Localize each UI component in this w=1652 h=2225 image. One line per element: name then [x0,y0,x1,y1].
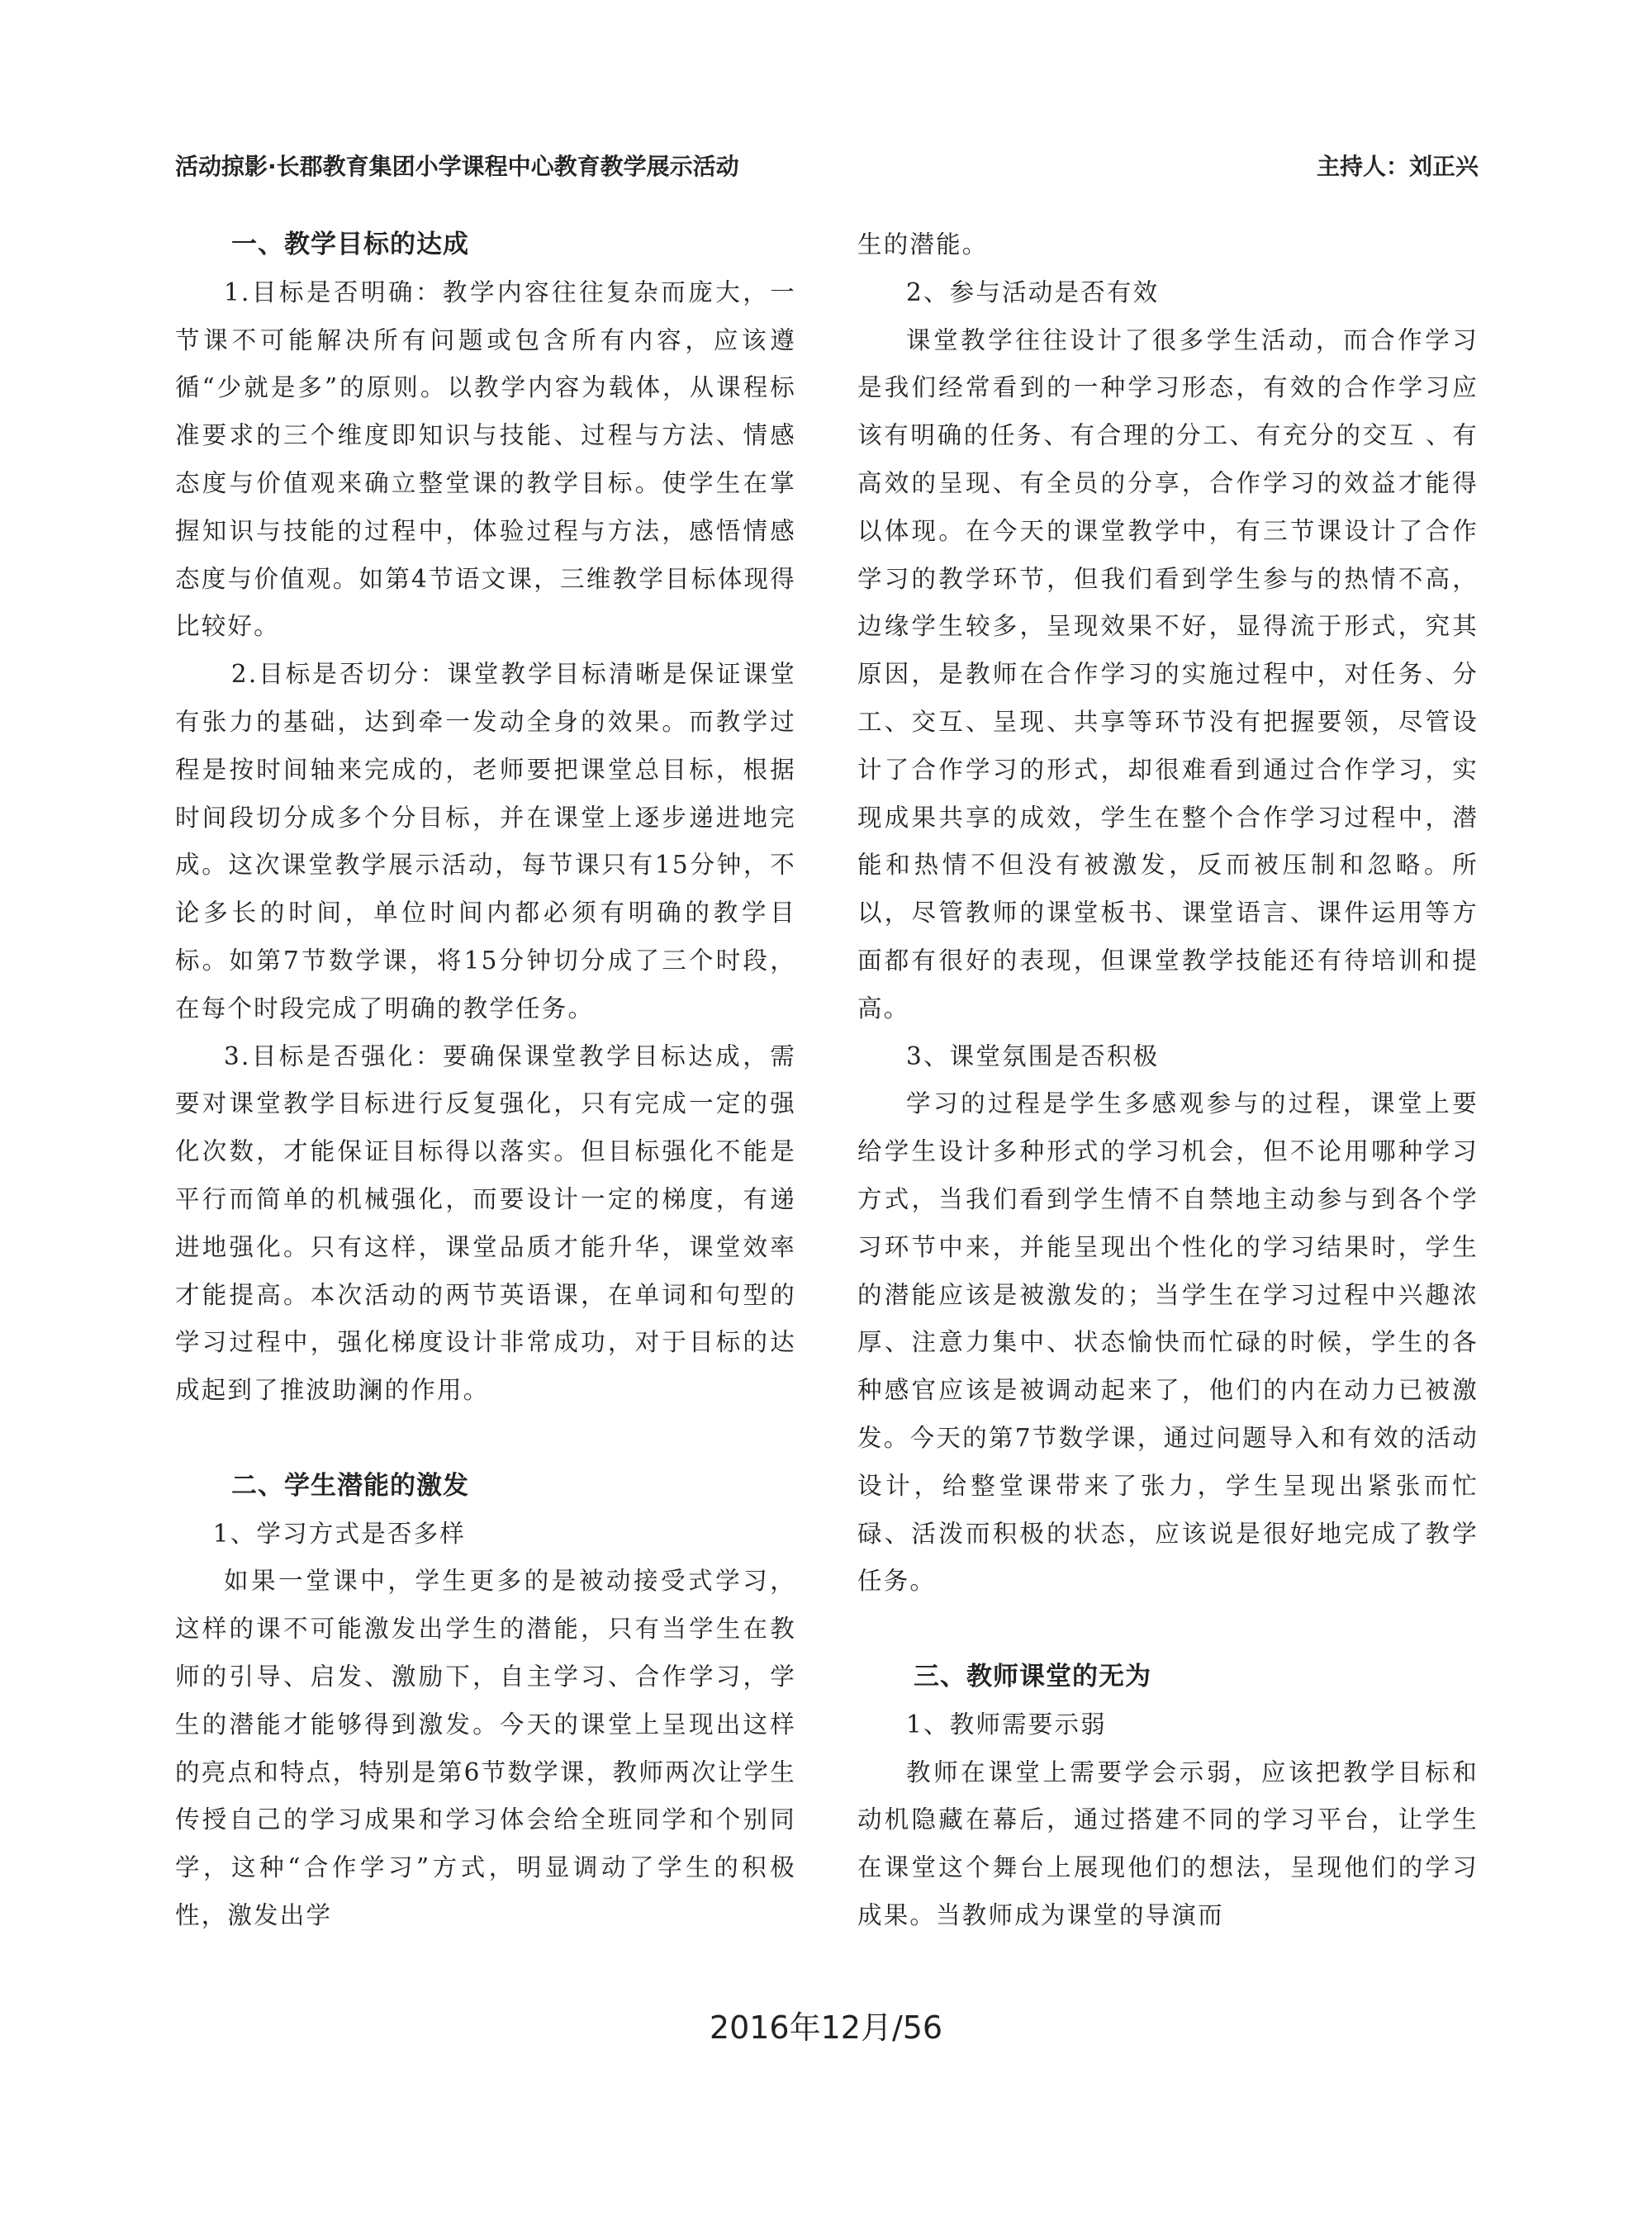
section-2-subheading-1: 1、学习方式是否多样 [212,1519,466,1548]
section-1-paragraph-3: 3.目标是否强化：要确保课堂教学目标达成，需要对课堂教学目标进行反复强化，只有完成一定的强化次数，才能保证目标得以落实。但目标强化不能是平行而简单的机械强化，而要设计一定的梯度，有递进地强化。只有这样，课堂品质才能升华，课堂效率才能提高。本次活动的两节英语课，在单词和句型的学习过程中，强化梯度设计非常成功，对于目标的达成起到了推波助澜的作用。 [175,1041,796,1405]
page-footer [0,2002,1652,2047]
section-2-heading: 二、学生潜能的激发 [231,1470,469,1501]
section-2-subheading-2: 2、参与活动是否有效 [906,278,1160,306]
spacer [857,1606,1479,1653]
left-column [175,221,796,1940]
section-1-paragraph-1: 1.目标是否明确：教学内容往往复杂而庞大，一节课不可能解决所有问题或包含所有内容，应该遵循“少就是多”的原则。以教学内容为载体，从课程标准要求的三个维度即知识与技能、过程与方法、情感态度与价值观来确立整堂课的教学目标。使学生在掌握知识与技能的过程中，体验过程与方法，感悟情感态度与价值观。如第4节语文课，三维教学目标体现得比较好。 [175,278,796,641]
running-header [175,149,1479,190]
section-2-paragraph-1-part-1: 如果一堂课中，学生更多的是被动接受式学习，这样的课不可能激发出学生的潜能，只有当学生在教师的引导、启发、激励下，自主学习、合作学习，学生的潜能才能够得到激发。今天的课堂上呈现出这样的亮点和特点，特别是第6节数学课，教师两次让学生传授自己的学习成果和学习体会给全班同学和个别同学，这种“合作学习”方式，明显调动了学生的积极性，激发出学 [175,1567,796,1929]
page-number: 2016年12月/56 [709,2009,943,2046]
header-host: 主持人：刘正兴 [1316,153,1479,180]
spacer [175,1415,796,1463]
section-1-heading: 一、教学目标的达成 [231,230,469,259]
section-2-paragraph-3: 学习的过程是学生多感观参与的过程，课堂上要给学生设计多种形式的学习机会，但不论用哪种学习方式，当我们看到学生情不自禁地主动参与到各个学习环节中来，并能呈现出个性化的学习结果时，学生的潜能应该是被激发的；当学生在学习过程中兴趣浓厚、注意力集中、状态愉快而忙碌的时候，学生的各种感官应该是被调动起来了，他们的内在动力已被激发。今天的第7节数学课，通过问题导入和有效的活动设计，给整堂课带来了张力，学生呈现出紧张而忙碌、活泼而积极的状态，应该说是很好地完成了教学任务。 [857,1089,1479,1596]
section-3-paragraph-1: 教师在课堂上需要学会示弱，应该把教学目标和动机隐藏在幕后，通过搭建不同的学习平台，让学生在课堂这个舞台上展现他们的想法，呈现他们的学习成果。当教师成为课堂的导演而 [857,1758,1479,1929]
section-3-subheading-1: 1、教师需要示弱 [906,1710,1107,1739]
right-column [857,221,1479,1940]
section-3-heading: 三、教师课堂的无为 [914,1661,1151,1691]
header-title: 活动掠影·长郡教育集团小学课程中心教育教学展示活动 [175,153,739,180]
section-2-paragraph-2: 课堂教学往往设计了很多学生活动，而合作学习是我们经常看到的一种学习形态，有效的合作学习应该有明确的任务、有合理的分工、有充分的交互 、有高效的呈现、有全员的分享，合作学习的效益才能得以体现。在今天的课堂教学中，有三节课设计了合作学习的教学环节，但我们看到学生参与的热情不高，边缘学生较多，呈现效果不好，显得流于形式，究其原因，是教师在合作学习的实施过程中，对任务、分工、交互、呈现、共享等环节没有把握要领，尽管设计了合作学习的形式，却很难看到通过合作学习，实现成果共享的成效，学生在整个合作学习过程中，潜能和热情不但没有被激发，反而被压制和忽略。所以，尽管教师的课堂板书、课堂语言、课件运用等方面都有很好的表现，但课堂教学技能还有待培训和提高。 [857,325,1479,1022]
section-2-subheading-3: 3、课堂氛围是否积极 [906,1041,1160,1070]
section-1-paragraph-2: 2.目标是否切分：课堂教学目标清晰是保证课堂有张力的基础，达到牵一发动全身的效果。而教学过程是按时间轴来完成的，老师要把课堂总目标，根据时间段切分成多个分目标，并在课堂上逐步递进地完成。这次课堂教学展示活动，每节课只有15分钟，不论多长的时间，单位时间内都必须有明确的教学目标。如第7节数学课，将15分钟切分成了三个时段，在每个时段完成了明确的教学任务。 [175,660,796,1022]
section-2-paragraph-1-part-2: 生的潜能。 [857,230,989,259]
